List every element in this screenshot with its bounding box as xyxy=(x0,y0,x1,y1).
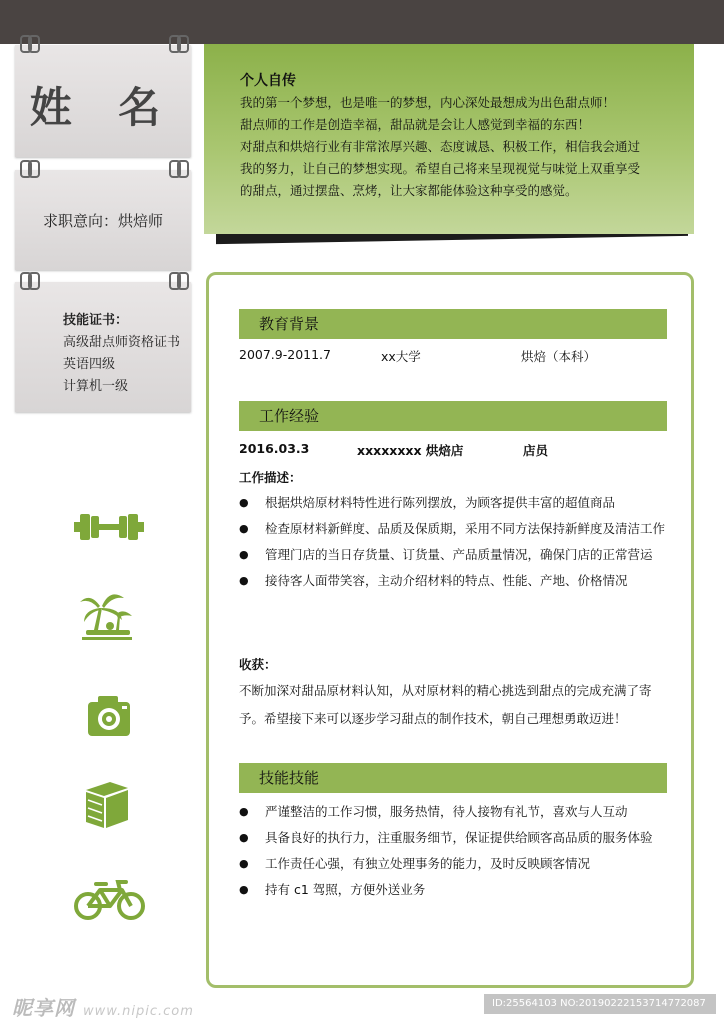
watermark-logo xyxy=(12,992,194,1021)
skills-title: 技能技能 xyxy=(239,763,667,793)
job-duties-list xyxy=(239,490,669,594)
gain-label: 收获： xyxy=(239,657,277,672)
job-desc-label: 工作描述： xyxy=(239,470,302,485)
binder-ring xyxy=(177,35,189,53)
intro-text xyxy=(240,92,680,202)
list-item: ● 严谨整洁的工作习惯，服务热情，待人接物有礼节，喜欢与人互动 xyxy=(239,799,669,825)
palm-tree-icon xyxy=(80,588,134,642)
intro-line: 的甜点，通过摆盘、烹烤，让大家都能体验这种享受的感觉。 xyxy=(240,183,578,198)
intro-title: 个人自传 xyxy=(240,73,296,89)
binder-ring xyxy=(28,35,40,53)
job-company: xxxxxxxx 烘焙店 xyxy=(357,443,464,458)
binder-ring xyxy=(177,160,189,178)
bicycle-icon xyxy=(74,878,146,922)
education-title: 教育背景 xyxy=(239,309,667,339)
education-period: 2007.9-2011.7 xyxy=(239,347,331,362)
list-item: ● 检查原材料新鲜度、品质及保质期，采用不同方法保持新鲜度及清洁工作 xyxy=(239,516,669,542)
name-card xyxy=(15,45,191,157)
list-item: ● 接待客人面带笑容，主动介绍材料的特点、性能、产地、价格情况 xyxy=(239,568,669,594)
certificates-title: 技能证书： xyxy=(63,313,129,328)
list-item: ● 具备良好的执行力，注重服务细节，保证提供给顾客高品质的服务体验 xyxy=(239,825,669,851)
dumbbell-icon xyxy=(74,510,144,544)
job-intent: 求职意向：烘焙师 xyxy=(42,212,163,230)
intro-panel xyxy=(204,44,694,234)
resume-main-frame xyxy=(206,272,694,988)
binder-ring xyxy=(177,272,189,290)
work-title: 工作经验 xyxy=(239,401,667,431)
skills-list xyxy=(239,799,669,903)
job-position: 店员 xyxy=(523,443,549,458)
books-icon xyxy=(84,780,130,830)
certificates-list xyxy=(63,310,180,398)
intro-line: 我的努力，让自己的梦想实现。希望自己将来呈现视觉与味觉上双重享受 xyxy=(240,161,641,176)
watermark-url: www.nipic.com xyxy=(82,1004,194,1019)
binder-ring xyxy=(28,272,40,290)
certificates-card xyxy=(15,282,191,412)
top-bar xyxy=(0,0,724,44)
education-major: 烘焙（本科） xyxy=(521,349,597,364)
intro-line: 我的第一个梦想，也是唯一的梦想，内心深处最想成为出色甜点师！ xyxy=(240,95,616,110)
camera-icon xyxy=(86,694,132,738)
job-date: 2016.03.3 xyxy=(239,441,310,456)
list-item: ● 管理门店的当日存货量、订货量、产品质量情况，确保门店的正常营运 xyxy=(239,542,669,568)
candidate-name: 姓 名 xyxy=(29,83,177,132)
binder-ring xyxy=(28,160,40,178)
certificate-item: 计算机一级 xyxy=(63,379,129,394)
gain-text: 不断加深对甜品原材料认知，从对原材料的精心挑选到甜点的完成充满了寄予。希望接下来可以逐步学习甜点的制作技术，朝自己理想勇敢迈进！ xyxy=(239,683,652,726)
list-item: ● 持有 c1 驾照，方便外送业务 xyxy=(239,877,669,903)
intent-card xyxy=(15,170,191,270)
intro-line: 甜点师的工作是创造幸福，甜品就是会让人感觉到幸福的东西！ xyxy=(240,117,591,132)
certificate-item: 英语四级 xyxy=(63,357,116,372)
watermark-brand: 昵享网 xyxy=(12,996,75,1020)
certificate-item: 高级甜点师资格证书 xyxy=(63,335,181,350)
list-item: ● 根据烘焙原材料特性进行陈列摆放，为顾客提供丰富的超值商品 xyxy=(239,490,669,516)
intro-line: 对甜点和烘焙行业有非常浓厚兴趣、态度诚恳、积极工作，相信我会通过 xyxy=(240,139,641,154)
watermark-id: ID:25564103 NO:20190222153714772087 xyxy=(484,994,716,1014)
list-item: ● 工作责任心强，有独立处理事务的能力，及时反映顾客情况 xyxy=(239,851,669,877)
education-school: xx大学 xyxy=(381,349,421,364)
